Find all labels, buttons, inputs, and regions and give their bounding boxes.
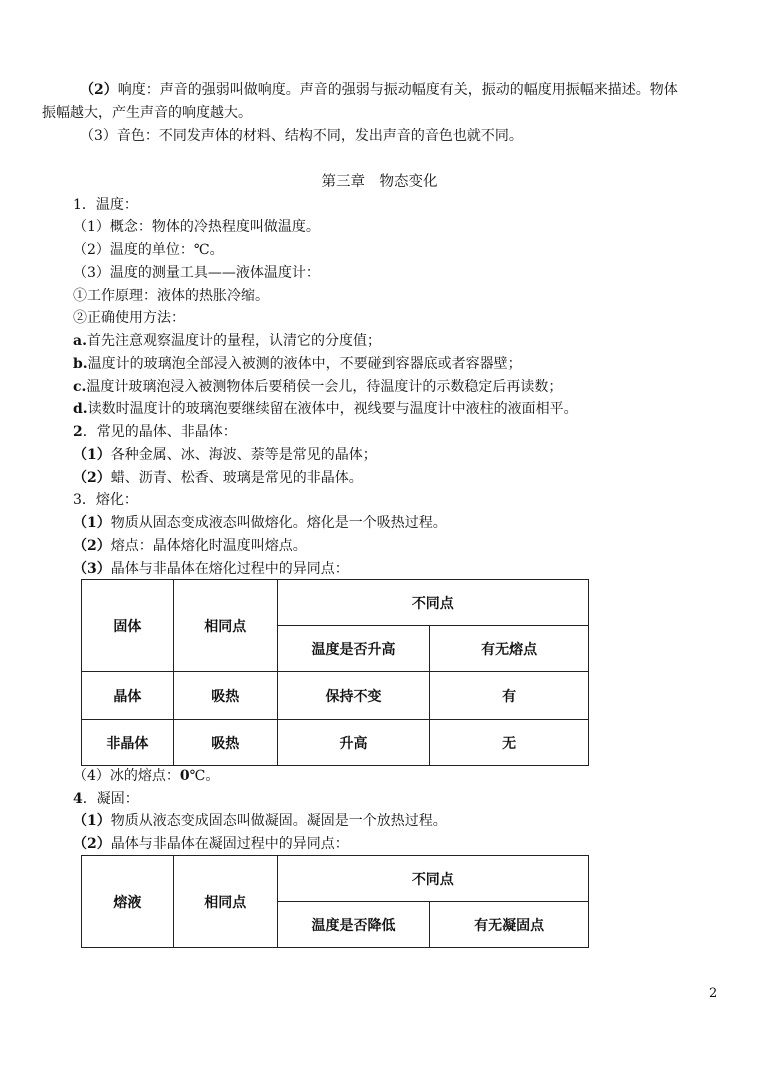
crystals-item-1-text: 各种金属、冰、海波、萘等是常见的晶体；: [110, 447, 377, 463]
header-diff: 不同点: [277, 580, 588, 626]
usage-item-c-mark: c.: [73, 379, 87, 395]
melting-item-4: [73, 766, 219, 786]
crystals-item-1-prefix: （1）: [73, 447, 111, 463]
solidifying-comparison-table: [81, 855, 589, 948]
melting-item-2-text: 熔点：晶体熔化时温度叫熔点。: [110, 538, 307, 554]
table-header-row: [82, 856, 589, 902]
usage-item-d: [73, 399, 578, 419]
melting-comparison-table: [81, 579, 589, 766]
solidifying-item-1: [73, 811, 447, 831]
solidifying-item-2: [73, 834, 349, 854]
header-diff: 不同点: [277, 856, 588, 902]
usage-item-b-mark: b.: [73, 356, 88, 372]
usage-item-a: [73, 331, 381, 351]
melting-item-1-prefix: （1）: [73, 515, 111, 531]
table-cell: 吸热: [173, 672, 277, 720]
temperature-usage: ②正确使用方法：: [73, 310, 185, 326]
solidifying-item-2-prefix: （2）: [73, 836, 111, 852]
melting-item-1-text: 物质从固态变成液态叫做熔化。熔化是一个吸热过程。: [110, 515, 447, 531]
header-solidifying-point: 有无凝固点: [430, 902, 589, 948]
melting-item-4-value: 0: [179, 768, 190, 784]
table-cell: 无: [430, 720, 589, 766]
loudness-continuation: 振幅越大，产生声音的响度越大。: [42, 105, 252, 121]
melting-heading: 3．熔化：: [73, 492, 138, 508]
loudness-text: 响度：声音的强弱叫做响度。声音的强弱与振动幅度有关，振动的幅度用振幅来描述。物体: [117, 82, 678, 98]
header-solid: 固体: [82, 580, 174, 672]
usage-item-d-text: 读数时温度计的玻璃泡要继续留在液体中，视线要与温度计中液柱的液面相平。: [87, 401, 578, 417]
table-row: [82, 720, 589, 766]
usage-item-b: [73, 354, 522, 374]
solidifying-item-2-text: 晶体与非晶体在凝固过程中的异同点：: [110, 836, 349, 852]
crystals-item-2: [73, 468, 363, 488]
header-melting-point: 有无熔点: [430, 626, 589, 672]
usage-item-d-mark: d.: [73, 401, 88, 417]
crystals-item-1: [73, 445, 377, 465]
usage-item-b-text: 温度计的玻璃泡全部浸入被测的液体中，不要碰到容器底或者容器壁；: [87, 356, 522, 372]
table-header-row: [82, 580, 589, 626]
header-liquid: 熔液: [82, 856, 174, 948]
melting-item-3: [73, 559, 349, 579]
usage-item-c: [73, 377, 562, 397]
chapter-title: 第三章 物态变化: [321, 174, 438, 190]
crystals-item-2-text: 蜡、沥青、松香、玻璃是常见的非晶体。: [110, 470, 363, 486]
table-cell: 升高: [277, 720, 430, 766]
temperature-tool: （3）温度的测量工具——液体温度计：: [73, 265, 320, 281]
crystals-heading-text: ．常见的晶体、非晶体：: [82, 424, 237, 440]
usage-item-a-mark: a.: [73, 333, 87, 349]
melting-item-3-prefix: （3）: [73, 561, 111, 577]
temperature-principle: ①工作原理：液体的热胀冷缩。: [73, 288, 269, 304]
header-same: 相同点: [173, 856, 277, 948]
melting-item-2-prefix: （2）: [73, 538, 111, 554]
loudness-prefix: （2）: [80, 82, 118, 98]
table-cell: 保持不变: [277, 672, 430, 720]
header-temp-rise: 温度是否升高: [277, 626, 430, 672]
solidifying-item-1-prefix: （1）: [73, 813, 111, 829]
table-row: [82, 672, 589, 720]
table-cell: 晶体: [82, 672, 174, 720]
solidifying-heading-num: 4: [73, 791, 83, 807]
melting-item-2: [73, 536, 307, 556]
temperature-unit: （2）温度的单位：℃。: [73, 242, 224, 258]
melting-item-4-prefix: （4）冰的熔点：: [73, 768, 180, 784]
table-cell: 吸热: [173, 720, 277, 766]
melting-item-1: [73, 513, 447, 533]
melting-item-3-text: 晶体与非晶体在熔化过程中的异同点：: [110, 561, 349, 577]
temperature-heading: 1．温度：: [73, 197, 138, 213]
melting-item-4-unit: ℃。: [189, 768, 220, 784]
loudness-line: [80, 80, 678, 100]
usage-item-c-text: 温度计玻璃泡浸入被测物体后要稍侯一会儿，待温度计的示数稳定后再读数；: [86, 379, 563, 395]
header-temp-drop: 温度是否降低: [277, 902, 430, 948]
timbre-line: （3）音色：不同发声体的材料、结构不同，发出声音的音色也就不同。: [80, 128, 523, 144]
solidifying-item-1-text: 物质从液态变成固态叫做凝固。凝固是一个放热过程。: [110, 813, 447, 829]
solidifying-heading-text: ．凝固：: [82, 791, 139, 807]
table-cell: 非晶体: [82, 720, 174, 766]
solidifying-heading: [73, 789, 139, 809]
header-same: 相同点: [173, 580, 277, 672]
crystals-heading-num: 2: [73, 424, 83, 440]
temperature-concept: （1）概念：物体的冷热程度叫做温度。: [73, 219, 320, 235]
page-number: 2: [709, 986, 718, 1001]
crystals-heading: [73, 422, 237, 442]
crystals-item-2-prefix: （2）: [73, 470, 111, 486]
usage-item-a-text: 首先注意观察温度计的量程，认清它的分度值；: [86, 333, 381, 349]
table-cell: 有: [430, 672, 589, 720]
